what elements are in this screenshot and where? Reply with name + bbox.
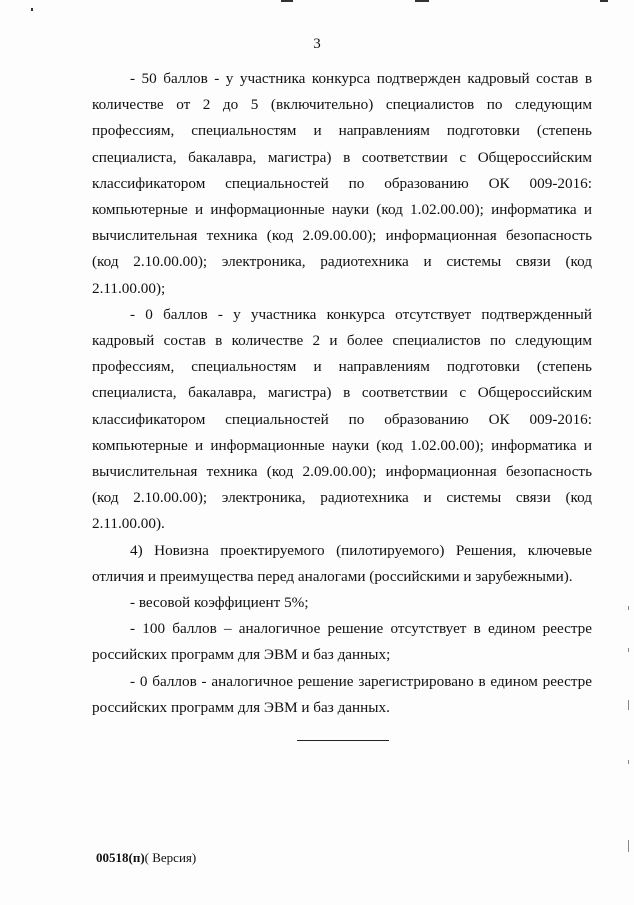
document-body bbox=[92, 66, 592, 721]
edge-mark bbox=[628, 700, 629, 710]
paragraph-100-points: - 100 баллов – аналогичное решение отсутствует в едином реестре российских программ для ЭВМ и баз данных; bbox=[92, 620, 592, 664]
paragraph-novelty-criterion: 4) Новизна проектируемого (пилотируемого) Решения, ключевые отличия и преимущества перед аналогами (российскими и зарубежными). bbox=[92, 541, 592, 585]
page-number: 3 bbox=[313, 36, 321, 52]
edge-mark bbox=[628, 840, 629, 852]
edge-mark bbox=[628, 606, 629, 610]
paragraph-0-points-staff: - 0 баллов - у участника конкурса отсутствует подтвержденный кадровый состав в количестве 2 и более специалистов по следующим профессиям, специальностям и направлениям подготовки (степень специалиста, бакалавра, магистра) в соответствии с Общероссийским классификатором специальностей по образованию ОК 009-2016: компьютерные и информационные науки (код 1.02.00.00); информатика и вычислительная техника (код 2.09.00.00); информационная безопасность (код 2.10.00.00); электроника, радиотехника и системы связи (код 2.11.00.00). bbox=[92, 305, 592, 533]
document-code-version: ( Версия) bbox=[144, 850, 197, 865]
document-code bbox=[96, 850, 196, 866]
document-code-number: 00518(п) bbox=[96, 850, 145, 865]
scan-artifact-top-far bbox=[600, 0, 608, 2]
paragraph-50-points: - 50 баллов - у участника конкурса подтвержден кадровый состав в количестве от 2 до 5 (включительно) специалистов по следующим профессиям, специальностям и направлениям подготовки (степень специалиста, бакалавра, магистра) в соответствии с Общероссийским классификатором специальностей по образованию ОК 009-2016: компьютерные и информационные науки (код 1.02.00.00); информатика и вычислительная техника (код 2.09.00.00); информационная безопасность (код 2.10.00.00); электроника, радиотехника и системы связи (код 2.11.00.00); bbox=[92, 70, 592, 297]
edge-mark bbox=[628, 648, 629, 652]
end-divider bbox=[297, 740, 389, 741]
scan-artifact-top-right bbox=[415, 0, 429, 2]
paragraph-weight: - весовой коэффициент 5%; bbox=[130, 594, 309, 612]
scan-artifact-top-left bbox=[31, 8, 33, 11]
paragraph-0-points-registry: - 0 баллов - аналогичное решение зарегистрировано в едином реестре российских программ для ЭВМ и баз данных. bbox=[92, 672, 592, 716]
edge-mark bbox=[628, 760, 629, 764]
scan-artifact-top-middle bbox=[281, 0, 293, 2]
